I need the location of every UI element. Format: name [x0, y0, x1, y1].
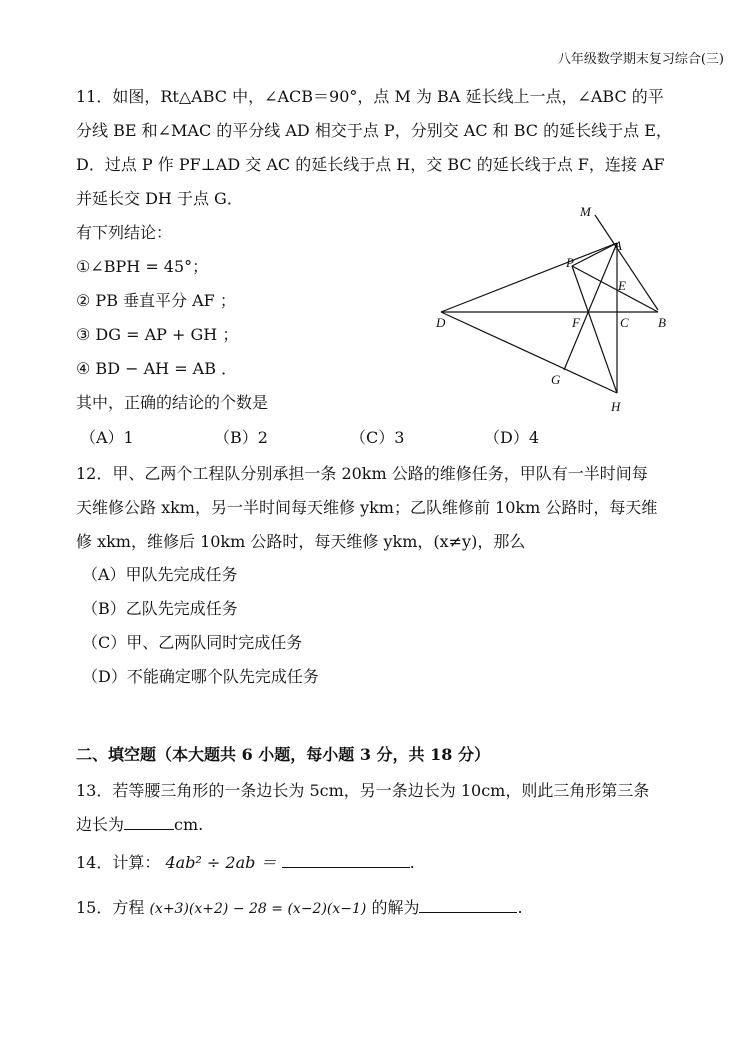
line-pa — [572, 243, 617, 266]
q12-line-2: 天维修公路 xkm，另一半时间每天维修 ykm；乙队维修前 10km 公路时，每天维 — [76, 498, 658, 517]
q11-option-d[interactable]: （D）4 — [484, 428, 540, 447]
label-d: D — [436, 315, 446, 330]
q11-geometry-figure — [430, 200, 690, 420]
q15-equation: (x+3)(x+2) − 28 = (x−2)(x−1) — [149, 901, 367, 917]
q14-suffix: . — [409, 853, 415, 872]
q12-line-3: 修 xkm，维修后 10km 公路时，每天维修 ykm，(x≠y)，那么 — [76, 532, 526, 551]
q11-option-c[interactable]: （C）3 — [350, 428, 405, 447]
q11-conclusion-4: ④ BD − AH = AB ． — [76, 359, 238, 378]
q13-line-2 — [76, 812, 203, 835]
label-h: H — [611, 399, 621, 414]
section-heading: 二、填空题（本大题共 6 小题，每小题 3 分，共 18 分） — [76, 745, 490, 764]
q11-line-5: 有下列结论： — [76, 223, 173, 242]
q15-line — [76, 895, 523, 918]
label-p: P — [566, 255, 574, 270]
label-m: M — [580, 204, 591, 219]
label-g: G — [551, 372, 561, 387]
q14-expression: 4ab² ÷ 2ab ＝ — [165, 853, 277, 872]
page-header: 八年级数学期末复习综合(三) — [557, 52, 724, 67]
label-e: E — [618, 278, 626, 293]
q11-line-2: 分线 BE 和∠MAC 的平分线 AD 相交于点 P，分别交 AC 和 BC 的延长线于点 E， — [76, 121, 672, 140]
line-da — [441, 243, 617, 312]
q15-answer-blank[interactable] — [419, 898, 517, 913]
q15-prefix: 15．方程 — [76, 898, 145, 917]
q14-line — [76, 850, 415, 873]
q11-line-3: D．过点 P 作 PF⊥AD 交 AC 的延长线于点 H，交 BC 的延长线于点 F，连接 AF — [76, 155, 665, 174]
label-a: A — [614, 238, 622, 253]
line-pb — [572, 266, 658, 312]
q13-answer-blank[interactable] — [124, 815, 174, 830]
q14-answer-blank[interactable] — [282, 853, 410, 868]
q14-prefix: 14．计算： — [76, 853, 161, 872]
q11-option-b[interactable]: （B）2 — [214, 428, 268, 447]
q11-line-1: 11．如图，Rt△ABC 中，∠ACB＝90°，点 M 为 BA 延长线上一点，∠ABC 的平 — [76, 87, 664, 106]
q13-prefix: 边长为 — [76, 815, 125, 834]
q12-option-c[interactable]: （C）甲、乙两队同时完成任务 — [82, 633, 303, 652]
q13-suffix: cm. — [174, 815, 204, 834]
q12-option-a[interactable]: （A）甲队先完成任务 — [82, 565, 238, 584]
q11-line-4: 并延长交 DH 于点 G． — [76, 189, 243, 208]
line-dh — [441, 312, 617, 393]
q15-middle: 的解为 — [371, 898, 420, 917]
q11-conclusion-2: ② PB 垂直平分 AF ； — [76, 291, 236, 310]
q12-line-1: 12．甲、乙两个工程队分别承担一条 20km 公路的维修任务，甲队有一半时间每 — [76, 464, 648, 483]
q12-option-b[interactable]: （B）乙队先完成任务 — [82, 599, 238, 618]
q11-line-prompt: 其中，正确的结论的个数是 — [76, 393, 269, 412]
label-c: C — [620, 315, 629, 330]
q11-conclusion-1: ①∠BPH = 45°； — [76, 257, 209, 276]
q13-line-1: 13．若等腰三角形的一条边长为 5cm，另一条边长为 10cm，则此三角形第三条 — [76, 781, 650, 800]
q15-suffix: . — [517, 898, 523, 917]
label-b: B — [658, 315, 666, 330]
q12-option-d[interactable]: （D）不能确定哪个队先完成任务 — [82, 667, 319, 686]
q11-conclusion-3: ③ DG = AP + GH ； — [76, 325, 239, 344]
label-f: F — [572, 315, 580, 330]
q11-option-a[interactable]: （A）1 — [80, 428, 134, 447]
